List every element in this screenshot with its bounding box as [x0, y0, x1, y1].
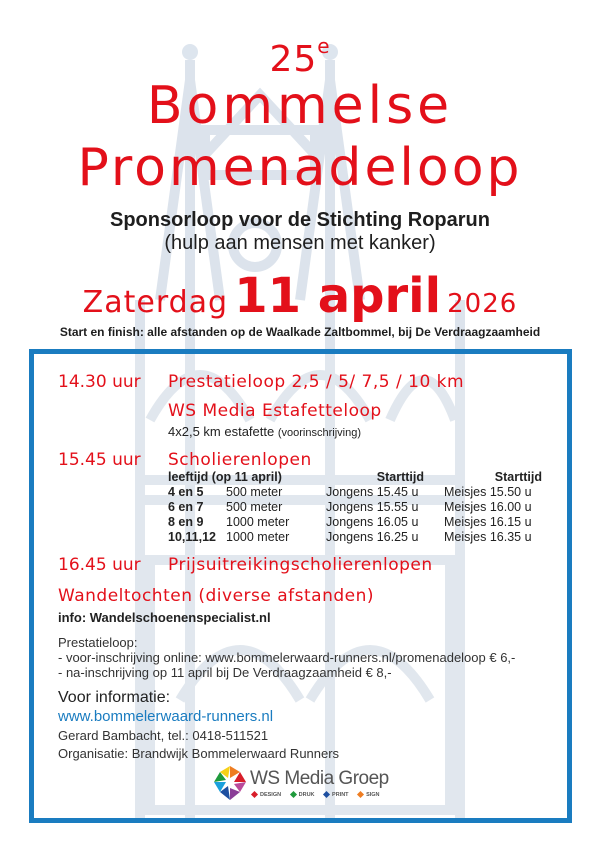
walks-info: info: Wandelschoenenspecialist.nl	[58, 610, 271, 625]
date-day: Zaterdag	[82, 285, 229, 320]
edition-number: 25e	[269, 34, 331, 80]
event-prijsuitreiking: Prijsuitreikingscholierenlopen	[168, 555, 433, 575]
table-row: 4 en 5 500 meter Jongens 15.45 u Meisjes 15.50 u	[168, 485, 532, 499]
walks-title: Wandeltochten (diverse afstanden)	[58, 586, 375, 606]
registration-title: Prestatieloop:	[58, 635, 138, 650]
event-prestatieloop: Prestatieloop 2,5 / 5/ 7,5 / 10 km	[168, 372, 465, 392]
title-line1: Bommelse	[146, 76, 454, 136]
sponsor-tags: DESIGN DRUK PRINT SIGN	[252, 792, 380, 798]
table-row: 10,11,12 1000 meter Jongens 16.25 u Meisjes 16.35 u	[168, 530, 532, 544]
website-link[interactable]: www.bommelerwaard-runners.nl	[58, 708, 274, 725]
event-estafetteloop: WS Media Estafetteloop	[168, 401, 382, 421]
event-scholierenlopen: Scholierenlopen	[168, 450, 312, 470]
sponsor-name: WS Media Groep	[250, 768, 389, 789]
schedule-table	[168, 470, 542, 545]
pinwheel-logo-icon	[212, 764, 248, 802]
ws-media-logo	[212, 764, 402, 804]
title-line2: Promenadeloop	[77, 138, 523, 198]
school-run-schedule	[168, 470, 542, 545]
event-date	[0, 268, 600, 324]
date-main: 11 april	[234, 268, 442, 324]
start-info: Start en finish: alle afstanden op de Waalkade Zaltbommel, bij De Verdraagzaamheid	[59, 325, 541, 339]
organisation: Organisatie: Brandwijk Bommelerwaard Runners	[58, 746, 340, 761]
schedule-header: leeftijd (op 11 april) Starttijd Starttijd	[168, 470, 542, 484]
subtitle: Sponsorloop voor de Stichting Roparun	[110, 209, 490, 231]
time-1430: 14.30 uur	[58, 372, 141, 392]
contact-person: Gerard Bambacht, tel.: 0418-511521	[58, 728, 269, 743]
table-row: 6 en 7 500 meter Jongens 15.55 u Meisjes 16.00 u	[168, 500, 532, 514]
contact-title: Voor informatie:	[58, 689, 171, 706]
time-1545: 15.45 uur	[58, 450, 141, 470]
program-box	[29, 349, 572, 823]
registration-onsite: - na-inschrijving op 11 april bij De Verdraagzaamheid € 8,-	[58, 665, 392, 680]
subtitle-cause: (hulp aan mensen met kanker)	[164, 232, 436, 254]
estafette-detail: 4x2,5 km estafette (voorinschrijving)	[168, 424, 361, 439]
date-year: 2026	[447, 289, 518, 319]
time-1645: 16.45 uur	[58, 555, 141, 575]
table-row: 8 en 9 1000 meter Jongens 16.05 u Meisjes 16.15 u	[168, 515, 532, 529]
registration-online: - voor-inschrijving online: www.bommelerwaard-runners.nl/promenadeloop € 6,-	[58, 650, 516, 665]
